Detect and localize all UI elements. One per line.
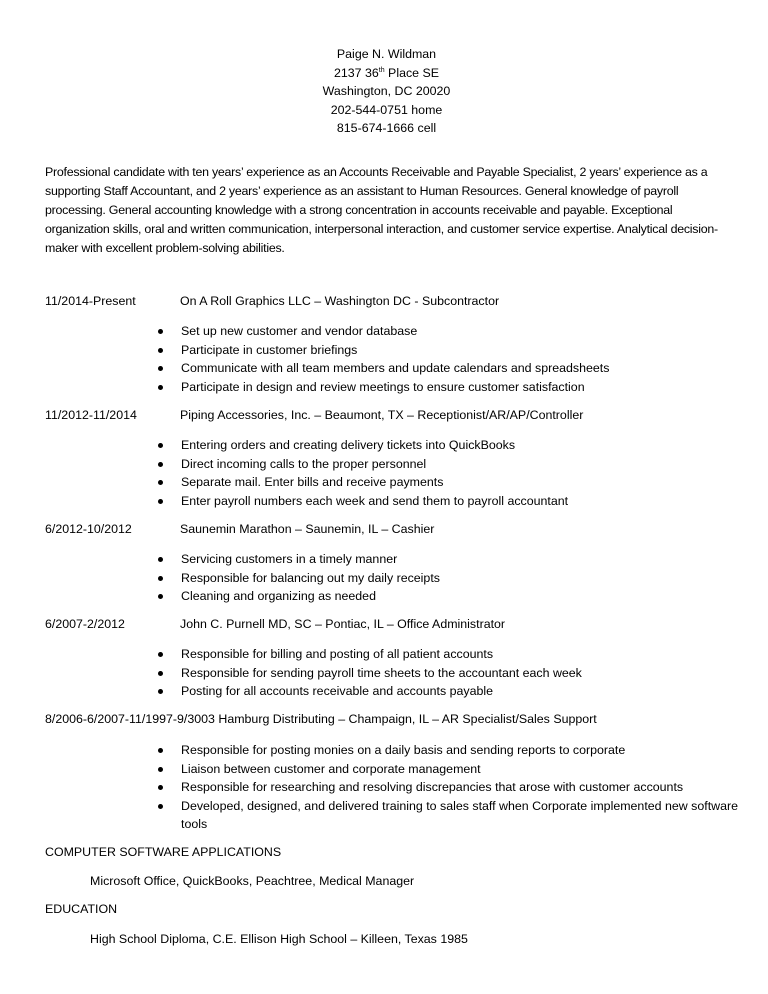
list-item [0,645,741,664]
bullet-icon [158,329,163,334]
job-entry-header [45,406,745,425]
duty-text: Set up new customer and vendor database [181,324,418,338]
software-list: Microsoft Office, QuickBooks, Peachtree, Medical Manager [90,874,415,888]
job-title: On A Roll Graphics LLC – Washington DC - Subcontractor [180,294,500,308]
job-duties-list [0,436,768,510]
list-item [0,341,741,360]
duty-text: Participate in customer briefings [181,342,358,357]
list-item [0,797,741,834]
job-dates: 11/2012-11/2014 [45,408,137,422]
bullet-icon [158,594,163,599]
duty-text: Responsible for billing and posting of all patient accounts [181,647,494,661]
bullet-icon [158,767,163,772]
job-dates: 6/2007-2/2012 [45,617,125,631]
list-item [0,587,741,606]
bullet-icon [158,443,163,448]
bullet-icon [158,462,163,467]
bullet-icon [158,671,163,676]
duty-text: Participate in design and review meetings to ensure customer satisfaction [181,379,585,394]
duty-text: Servicing customers in a timely manner [181,552,398,566]
job-dates: 6/2012-10/2012 [45,522,132,536]
list-item [0,550,741,569]
street-number: 2137 36 [333,65,379,80]
bullet-icon [158,480,163,485]
contact-header [0,45,768,138]
bullet-icon [158,748,163,753]
job-entry-header [45,615,745,634]
duty-text: Responsible for sending payroll time sheets to the accountant each week [181,665,582,680]
duty-text: Posting for all accounts receivable and accounts payable [181,684,494,698]
list-item [0,778,741,797]
education-heading: EDUCATION [45,902,118,916]
duty-text: Entering orders and creating delivery tickets into QuickBooks [181,438,516,452]
bullet-icon [158,499,163,504]
software-heading: COMPUTER SOFTWARE APPLICATIONS [45,845,282,859]
education-entry: High School Diploma, C.E. Ellison High School – Killeen, Texas 1985 [90,932,468,946]
list-item [0,455,741,474]
candidate-name: Paige N. Wildman [336,47,437,61]
bullet-icon [158,385,163,390]
list-item [0,378,741,397]
duty-text: Direct incoming calls to the proper personnel [181,456,427,471]
duty-text: Responsible for balancing out my daily receipts [181,570,440,585]
duty-text: Responsible for researching and resolving discrepancies that arose with customer accounts [181,780,684,794]
list-item [0,569,741,588]
bullet-icon [158,348,163,353]
bullet-icon [158,652,163,657]
job-dates: 8/2006-6/2007-11/1997-9/3003 Hamburg Distributing – Champaign, IL – AR Specialist/Sales Support [45,712,597,726]
bullet-icon [158,785,163,790]
duty-text: Cleaning and organizing as needed [181,589,376,603]
duty-text: Communicate with all team members and update calendars and spreadsheets [181,361,610,375]
cell-phone: 815-674-1666 cell [336,121,437,135]
list-item [0,741,741,760]
list-item [0,492,741,511]
job-entry-header [45,710,745,729]
duty-text: Liaison between customer and corporate management [181,761,481,776]
bullet-icon [158,576,163,581]
job-entry-header [45,520,745,539]
list-item [0,436,741,455]
job-title: John C. Purnell MD, SC – Pontiac, IL – Office Administrator [180,617,506,631]
list-item [0,682,741,701]
street-name: Place SE [384,65,440,80]
bullet-icon [158,557,163,562]
street-ordinal: th [378,66,385,74]
list-item [0,322,741,341]
city-state-zip: Washington, DC 20020 [322,84,451,98]
job-duties-list [0,741,768,834]
duty-text: Developed, designed, and delivered training to sales staff when Corporate implemented new software tools [181,798,738,831]
job-duties-list [0,645,768,701]
job-duties-list [0,550,768,606]
list-item [0,760,741,779]
list-item [0,473,741,492]
job-title: Piping Accessories, Inc. – Beaumont, TX – Receptionist/AR/AP/Controller [180,408,584,422]
professional-summary: Professional candidate with ten years’ experience as an Accounts Receivable and Payable Specialist, 2 years’ experience as a supporting Staff Accountant, and 2 years’ experience as an assistant to Human Resources. General knowledge of payroll processing. General accounting knowledge with a strong concentration in accounts receivable and payable. Exceptional organization skills, oral and written communication, interpersonal interaction, and customer service expertise. Analytical decision-maker with excellent problem-solving abilities. [45,165,718,255]
list-item [0,664,741,683]
bullet-icon [158,689,163,694]
job-entry-header [45,292,745,311]
duty-text: Responsible for posting monies on a daily basis and sending reports to corporate [181,743,626,757]
job-duties-list [0,322,768,396]
home-phone: 202-544-0751 home [330,102,443,117]
duty-text: Separate mail. Enter bills and receive payments [181,475,444,489]
bullet-icon [158,804,163,809]
street-address [0,64,768,83]
bullet-icon [158,366,163,371]
list-item [0,359,741,378]
duty-text: Enter payroll numbers each week and send them to payroll accountant [181,493,569,508]
job-dates: 11/2014-Present [45,294,136,308]
job-title: Saunemin Marathon – Saunemin, IL – Cashier [180,522,435,536]
